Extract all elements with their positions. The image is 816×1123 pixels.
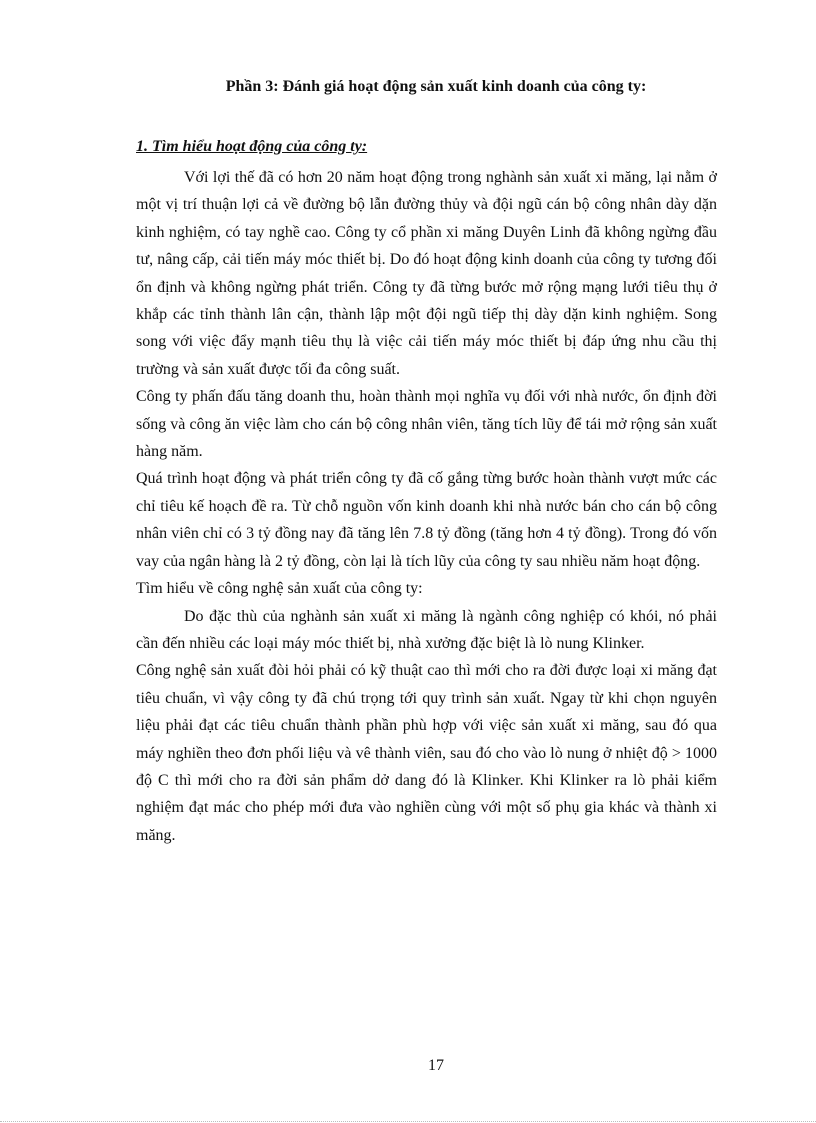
page-bottom-divider	[0, 1121, 816, 1122]
body-text	[136, 164, 717, 849]
paragraph-technology-heading: Tìm hiểu về công nghệ sản xuất của công ty:	[136, 580, 423, 598]
paragraph-company-capital: Quá trình hoạt động và phát triển công ty đã cố gắng từng bước hoàn thành vượt mức các chỉ tiêu kế hoạch đề ra. Từ chỗ nguồn vốn kinh doanh khi nhà nước bán cho cán bộ công nhân viên chỉ có 3 tỷ đồng nay đã tăng lên 7.8 tỷ đồng (tăng hơn 4 tỷ đồng). Trong đó vốn vay của ngân hàng là 2 tỷ đồng, còn lại là tích lũy của công ty sau nhiều năm hoạt động.	[136, 470, 717, 570]
paragraph-company-goals: Công ty phấn đấu tăng doanh thu, hoàn thành mọi nghĩa vụ đối với nhà nước, ổn định đời sống và công ăn việc làm cho cán bộ công nhân viên, tăng tích lũy để tái mở rộng sản xuất hàng năm.	[136, 388, 717, 461]
page-title: Phần 3: Đánh giá hoạt động sản xuất kinh doanh của công ty:	[225, 78, 647, 95]
page-number: 17	[428, 1057, 444, 1074]
paragraph-cement-industry: Do đặc thù của nghành sản xuất xi măng là ngành công nghiệp có khói, nó phải cần đến nhiều các loại máy móc thiết bị, nhà xưởng đặc biệt là lò nung Klinker.	[136, 607, 717, 652]
section-heading: 1. Tìm hiểu hoạt động của công ty:	[136, 138, 368, 155]
paragraph-company-overview: Với lợi thế đã có hơn 20 năm hoạt động trong nghành sản xuất xi măng, lại nằm ở một vị trí thuận lợi cả về đường bộ lẫn đường thủy và đội ngũ cán bộ công nhân dày dặn kinh nghiệm, có tay nghề cao. Công ty cổ phần xi măng Duyên Linh đã không ngừng đầu tư, nâng cấp, cải tiến máy móc thiết bị. Do đó hoạt động kinh doanh của công ty tương đối ổn định và không ngừng phát triển. Công ty đã từng bước mở rộng mạng lưới tiêu thụ ở khắp các tỉnh thành lân cận, thành lập một đội ngũ tiếp thị dày dặn kinh nghiệm. Song song với việc đẩy mạnh tiêu thụ là việc cải tiến máy móc thiết bị đáp ứng nhu cầu thị trường và sản xuất được tối đa công suất.	[136, 169, 717, 378]
paragraph-production-process: Công nghệ sản xuất đòi hỏi phải có kỹ thuật cao thì mới cho ra đời được loại xi măng đạt tiêu chuẩn, vì vậy công ty đã chú trọng tới quy trình sản xuất. Ngay từ khi chọn nguyên liệu phải đạt các tiêu chuẩn thành phần phù hợp với việc sản xuất xi măng, sau đó qua máy nghiền theo đơn phối liệu và vê thành viên, sau đó cho vào lò nung ở nhiệt độ > 1000 độ C thì mới cho ra đời sản phẩm dở dang đó là Klinker. Khi Klinker ra lò phải kiểm nghiệm đạt mác cho phép mới đưa vào nghiền cùng với một số phụ gia khác và thành xi măng.	[136, 662, 717, 844]
